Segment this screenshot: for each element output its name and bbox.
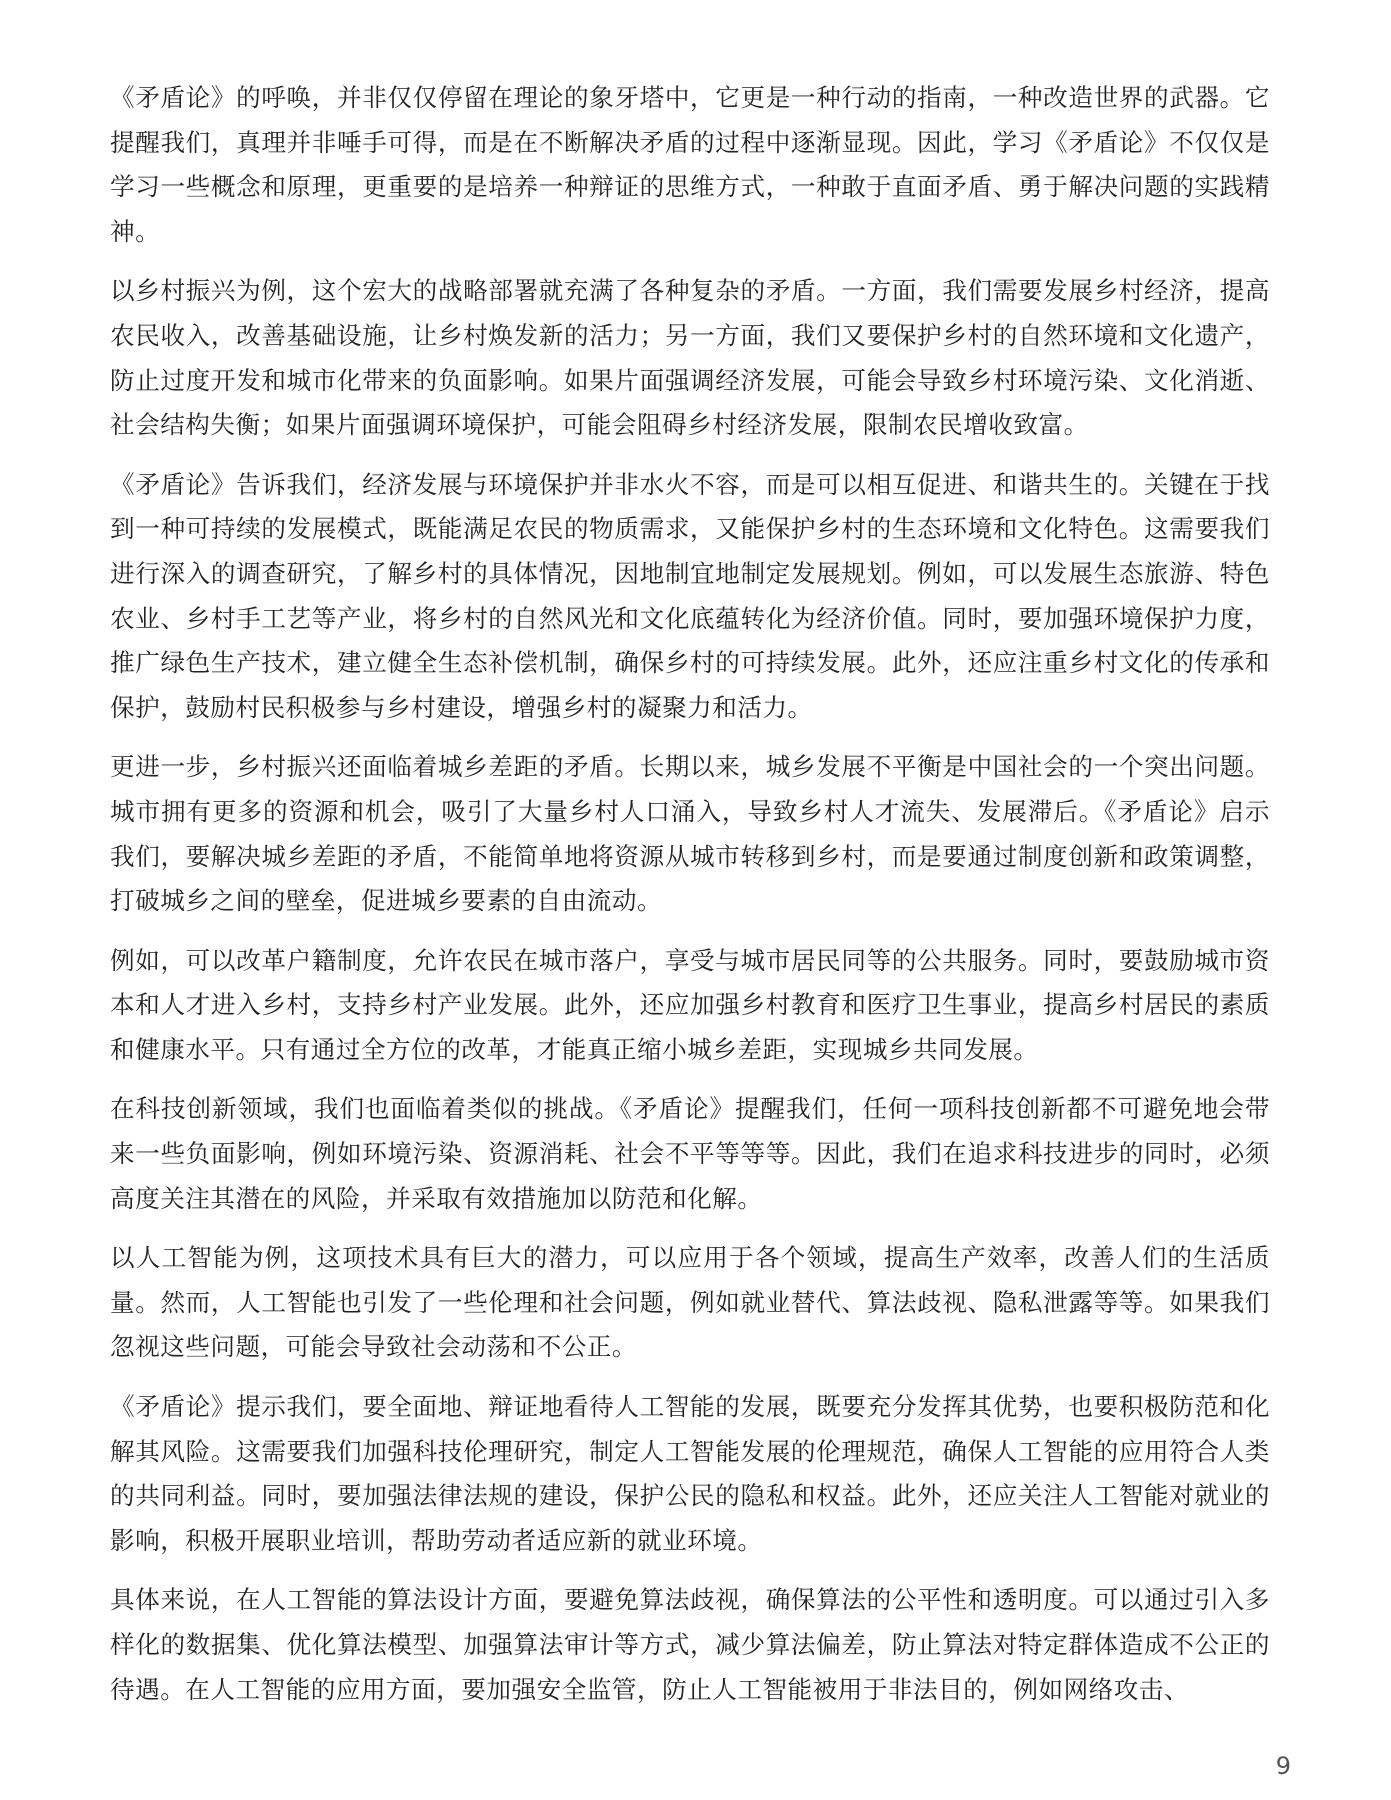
paragraph-9: 具体来说，在人工智能的算法设计方面，要避免算法歧视，确保算法的公平性和透明度。可以通过引入多样化的数据集、优化算法模型、加强算法审计等方式，减少算法偏差，防止算法对特定群体造成不公正的待遇。在人工智能的应用方面，要加强安全监管，防止人工智能被用于非法目的，例如网络攻击、 <box>110 1585 1270 1704</box>
document-body <box>110 76 1270 1727</box>
page-number: 9 <box>1275 1752 1291 1780</box>
paragraph-3: 《矛盾论》告诉我们，经济发展与环境保护并非水火不容，而是可以相互促进、和谐共生的。关键在于找到一种可持续的发展模式，既能满足农民的物质需求，又能保护乡村的生态环境和文化特色。这需要我们进行深入的调查研究，了解乡村的具体情况，因地制宜地制定发展规划。例如，可以发展生态旅游、特色农业、乡村手工艺等产业，将乡村的自然风光和文化底蕴转化为经济价值。同时，要加强环境保护力度，推广绿色生产技术，建立健全生态补偿机制，确保乡村的可持续发展。此外，还应注重乡村文化的传承和保护，鼓励村民积极参与乡村建设，增强乡村的凝聚力和活力。 <box>110 469 1270 722</box>
paragraph-6: 在科技创新领域，我们也面临着类似的挑战。《矛盾论》提醒我们，任何一项科技创新都不可避免地会带来一些负面影响，例如环境污染、资源消耗、社会不平等等等。因此，我们在追求科技进步的同时，必须高度关注其潜在的风险，并采取有效措施加以防范和化解。 <box>110 1094 1270 1213</box>
paragraph-4: 更进一步，乡村振兴还面临着城乡差距的矛盾。长期以来，城乡发展不平衡是中国社会的一个突出问题。城市拥有更多的资源和机会，吸引了大量乡村人口涌入，导致乡村人才流失、发展滞后。《矛盾论》启示我们，要解决城乡差距的矛盾，不能简单地将资源从城市转移到乡村，而是要通过制度创新和政策调整，打破城乡之间的壁垒，促进城乡要素的自由流动。 <box>110 752 1270 916</box>
paragraph-8: 《矛盾论》提示我们，要全面地、辩证地看待人工智能的发展，既要充分发挥其优势，也要积极防范和化解其风险。这需要我们加强科技伦理研究，制定人工智能发展的伦理规范，确保人工智能的应用符合人类的共同利益。同时，要加强法律法规的建设，保护公民的隐私和权益。此外，还应关注人工智能对就业的影响，积极开展职业培训，帮助劳动者适应新的就业环境。 <box>110 1392 1270 1555</box>
paragraph-2: 以乡村振兴为例，这个宏大的战略部署就充满了各种复杂的矛盾。一方面，我们需要发展乡村经济，提高农民收入，改善基础设施，让乡村焕发新的活力；另一方面，我们又要保护乡村的自然环境和文化遗产，防止过度开发和城市化带来的负面影响。如果片面强调经济发展，可能会导致乡村环境污染、文化消逝、社会结构失衡；如果片面强调环境保护，可能会阻碍乡村经济发展，限制农民增收致富。 <box>110 276 1270 440</box>
paragraph-1: 《矛盾论》的呼唤，并非仅仅停留在理论的象牙塔中，它更是一种行动的指南，一种改造世界的武器。它提醒我们，真理并非唾手可得，而是在不断解决矛盾的过程中逐渐显现。因此，学习《矛盾论》不仅仅是学习一些概念和原理，更重要的是培养一种辩证的思维方式，一种敢于直面矛盾、勇于解决问题的实践精神。 <box>110 83 1270 246</box>
paragraph-5: 例如，可以改革户籍制度，允许农民在城市落户，享受与城市居民同等的公共服务。同时，要鼓励城市资本和人才进入乡村，支持乡村产业发展。此外，还应加强乡村教育和医疗卫生事业，提高乡村居民的素质和健康水平。只有通过全方位的改革，才能真正缩小城乡差距，实现城乡共同发展。 <box>110 945 1270 1064</box>
paragraph-7: 以人工智能为例，这项技术具有巨大的潜力，可以应用于各个领域，提高生产效率，改善人们的生活质量。然而，人工智能也引发了一些伦理和社会问题，例如就业替代、算法歧视、隐私泄露等等。如果我们忽视这些问题，可能会导致社会动荡和不公正。 <box>110 1243 1270 1362</box>
